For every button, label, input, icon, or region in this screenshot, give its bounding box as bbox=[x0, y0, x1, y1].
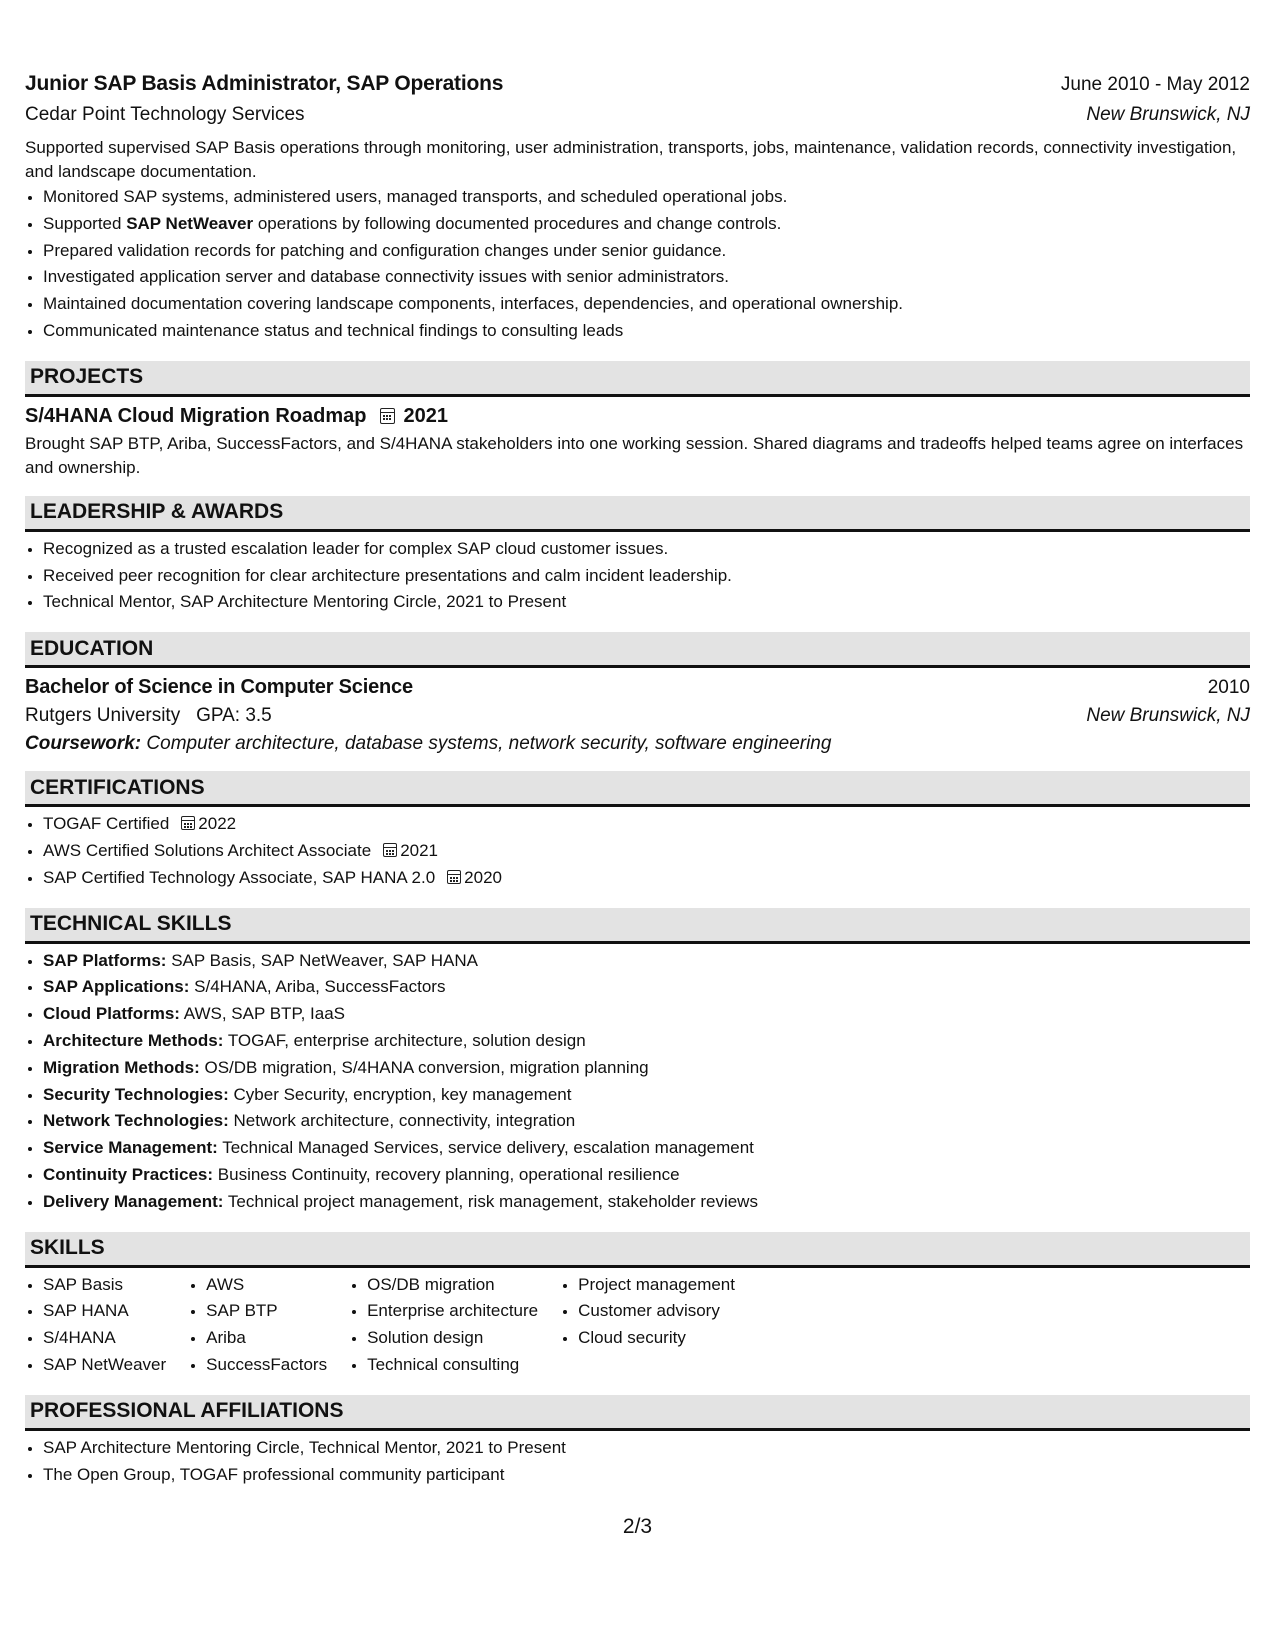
calendar-icon bbox=[383, 843, 397, 857]
page-number: 2/3 bbox=[622, 1515, 653, 1538]
list-item: • The Open Group, TOGAF professional community participant bbox=[43, 1462, 1250, 1489]
skill-value: S/4HANA, Ariba, SuccessFactors bbox=[194, 977, 446, 997]
skill-value: Technical Managed Services, service delivery, escalation management bbox=[222, 1138, 754, 1158]
education-school: Rutgers University bbox=[25, 705, 181, 727]
job-company: Cedar Point Technology Services bbox=[25, 104, 305, 125]
skill-label: SAP Applications: bbox=[43, 977, 190, 997]
list-item bbox=[43, 1001, 1250, 1028]
job-header-row bbox=[25, 72, 1250, 96]
list-item: • SAP BTP bbox=[206, 1298, 327, 1325]
list-item: • AWS bbox=[206, 1272, 327, 1299]
skill-label: Migration Methods: bbox=[43, 1057, 200, 1077]
bullet-bold-text: SAP NetWeaver bbox=[126, 213, 254, 233]
list-item: • SAP Architecture Mentoring Circle, Technical Mentor, 2021 to Present bbox=[43, 1435, 1250, 1462]
skill-label: Security Technologies: bbox=[43, 1084, 229, 1104]
list-item bbox=[43, 211, 1250, 238]
leadership-list bbox=[25, 536, 1250, 616]
skill-label: Cloud Platforms: bbox=[43, 1004, 180, 1024]
section-header-certifications: CERTIFICATIONS bbox=[25, 771, 1250, 807]
section-header-education: EDUCATION bbox=[25, 632, 1250, 668]
list-item: • SuccessFactors bbox=[206, 1352, 327, 1379]
skill-label: Network Technologies: bbox=[43, 1111, 229, 1131]
bullet-text: operations by following documented procedures and change controls. bbox=[253, 213, 782, 233]
list-item: • Prepared validation records for patching and configuration changes under senior guidance. bbox=[43, 238, 1250, 265]
list-item: • SAP HANA bbox=[43, 1298, 166, 1325]
skills-column bbox=[188, 1272, 327, 1379]
section-header-technical-skills: TECHNICAL SKILLS bbox=[25, 908, 1250, 944]
list-item: • Technical Mentor, SAP Architecture Mentoring Circle, 2021 to Present bbox=[43, 589, 1250, 616]
list-item: • S/4HANA bbox=[43, 1325, 166, 1352]
list-item bbox=[43, 1082, 1250, 1109]
list-item: • Ariba bbox=[206, 1325, 327, 1352]
section-header-affiliations: PROFESSIONAL AFFILIATIONS bbox=[25, 1395, 1250, 1431]
list-item bbox=[43, 948, 1250, 975]
skill-value: TOGAF, enterprise architecture, solution design bbox=[227, 1030, 586, 1050]
job-company-row bbox=[25, 104, 1250, 126]
skills-column bbox=[25, 1272, 166, 1379]
list-item bbox=[43, 838, 1250, 865]
list-item bbox=[43, 865, 1250, 892]
skill-label: Delivery Management: bbox=[43, 1191, 224, 1211]
project-title: S/4HANA Cloud Migration Roadmap bbox=[25, 404, 367, 427]
skill-value: Network architecture, connectivity, integration bbox=[233, 1111, 576, 1131]
education-coursework bbox=[25, 733, 1250, 755]
calendar-icon bbox=[181, 816, 195, 830]
skill-value: Business Continuity, recovery planning, operational resilience bbox=[217, 1164, 680, 1184]
education-location: New Brunswick, NJ bbox=[1086, 705, 1250, 727]
list-item: • Communicated maintenance status and technical findings to consulting leads bbox=[43, 318, 1250, 345]
education-gpa: GPA: 3.5 bbox=[196, 705, 272, 727]
list-item bbox=[43, 974, 1250, 1001]
affiliations-list bbox=[25, 1435, 1250, 1489]
calendar-icon bbox=[447, 870, 461, 884]
list-item: • Enterprise architecture bbox=[367, 1298, 538, 1325]
list-item: • Monitored SAP systems, administered users, managed transports, and scheduled operational jobs. bbox=[43, 184, 1250, 211]
list-item: • Recognized as a trusted escalation leader for complex SAP cloud customer issues. bbox=[43, 536, 1250, 563]
skill-value: Cyber Security, encryption, key management bbox=[233, 1084, 572, 1104]
job-summary: Supported supervised SAP Basis operations through monitoring, user administration, transports, jobs, maintenance, validation records, connectivity investigation, and landscape documentation. bbox=[25, 138, 1237, 181]
skill-label: Service Management: bbox=[43, 1138, 218, 1158]
section-header-projects: PROJECTS bbox=[25, 361, 1250, 397]
coursework-label: Coursework: bbox=[25, 733, 142, 755]
skill-value: OS/DB migration, S/4HANA conversion, migration planning bbox=[204, 1057, 649, 1077]
list-item bbox=[43, 1135, 1250, 1162]
list-item: • Maintained documentation covering landscape components, interfaces, dependencies, and operational ownership. bbox=[43, 291, 1250, 318]
skill-label: SAP Platforms: bbox=[43, 950, 167, 970]
skills-column bbox=[560, 1272, 735, 1379]
skills-column bbox=[349, 1272, 538, 1379]
list-item bbox=[43, 811, 1250, 838]
cert-year: 2022 bbox=[198, 814, 237, 834]
list-item: • Investigated application server and database connectivity issues with senior administrators. bbox=[43, 264, 1250, 291]
technical-skills-list bbox=[25, 948, 1250, 1216]
skills-grid bbox=[25, 1272, 1250, 1379]
certifications-list bbox=[25, 811, 1250, 891]
list-item bbox=[43, 1162, 1250, 1189]
cert-name: TOGAF Certified bbox=[43, 814, 170, 834]
resume-page bbox=[25, 72, 1250, 1488]
calendar-icon bbox=[380, 408, 395, 424]
education-year: 2010 bbox=[1207, 677, 1250, 699]
cert-year: 2021 bbox=[400, 840, 439, 860]
education-school-row bbox=[25, 705, 1250, 727]
list-item bbox=[43, 1108, 1250, 1135]
cert-name: SAP Certified Technology Associate, SAP HANA 2.0 bbox=[43, 867, 436, 887]
list-item bbox=[43, 1028, 1250, 1055]
bullet-text: Supported bbox=[43, 213, 127, 233]
education-school-line bbox=[25, 705, 272, 727]
job-location: New Brunswick, NJ bbox=[1086, 104, 1250, 125]
project-description: Brought SAP BTP, Ariba, SuccessFactors, and S/4HANA stakeholders into one working session. Shared diagrams and tradeoffs helped teams agree on interfaces and ownership. bbox=[25, 433, 1244, 477]
coursework-text: Computer architecture, database systems, network security, software engineering bbox=[146, 733, 832, 755]
section-header-skills: SKILLS bbox=[25, 1232, 1250, 1268]
list-item bbox=[43, 1189, 1250, 1216]
cert-name: AWS Certified Solutions Architect Associate bbox=[43, 840, 372, 860]
project-title-row bbox=[25, 405, 1250, 428]
skill-value: AWS, SAP BTP, IaaS bbox=[183, 1004, 346, 1024]
list-item: • SAP Basis bbox=[43, 1272, 166, 1299]
list-item: • OS/DB migration bbox=[367, 1272, 538, 1299]
skill-value: SAP Basis, SAP NetWeaver, SAP HANA bbox=[171, 950, 478, 970]
skill-label: Architecture Methods: bbox=[43, 1030, 224, 1050]
list-item: • Technical consulting bbox=[367, 1352, 538, 1379]
list-item: • SAP NetWeaver bbox=[43, 1352, 166, 1379]
education-degree-row bbox=[25, 676, 1250, 699]
job-bullets bbox=[25, 184, 1250, 345]
section-header-leadership: LEADERSHIP & AWARDS bbox=[25, 496, 1250, 532]
cert-year: 2020 bbox=[464, 867, 502, 887]
list-item: • Received peer recognition for clear architecture presentations and calm incident leadership. bbox=[43, 563, 1250, 590]
skill-label: Continuity Practices: bbox=[43, 1164, 214, 1184]
job-title: Junior SAP Basis Administrator, SAP Operations bbox=[25, 72, 504, 95]
list-item: • Cloud security bbox=[578, 1325, 735, 1352]
list-item: • Customer advisory bbox=[578, 1298, 735, 1325]
list-item: • Solution design bbox=[367, 1325, 538, 1352]
job-dates: June 2010 - May 2012 bbox=[1060, 74, 1250, 95]
project-year: 2021 bbox=[403, 404, 448, 427]
list-item bbox=[43, 1055, 1250, 1082]
list-item: • Project management bbox=[578, 1272, 735, 1299]
skill-value: Technical project management, risk management, stakeholder reviews bbox=[227, 1191, 758, 1211]
education-degree: Bachelor of Science in Computer Science bbox=[25, 676, 413, 699]
